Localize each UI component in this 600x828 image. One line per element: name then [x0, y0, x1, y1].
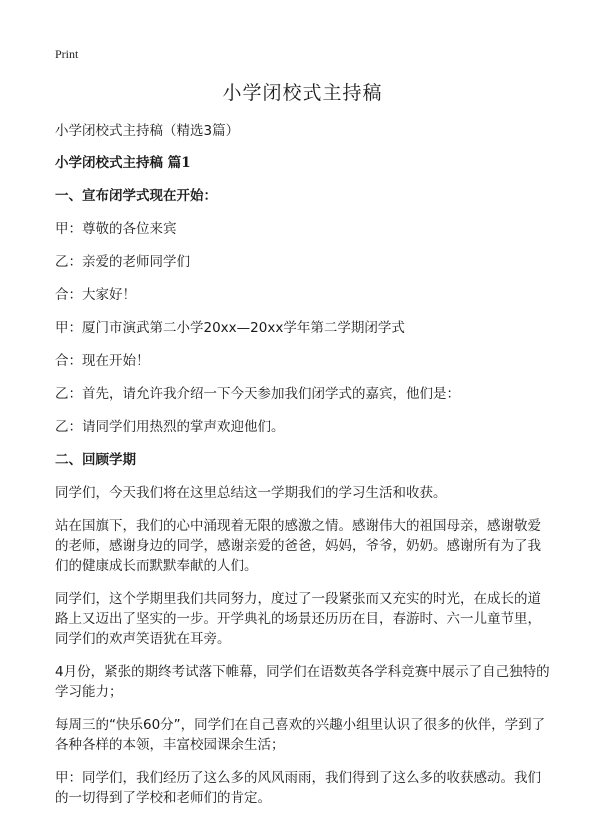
paragraph: 4月份，紧张的期终考试落下帷幕，同学们在语数英各学科竞赛中展示了自己独特的学习能力； [55, 664, 550, 700]
content-blocks [55, 186, 550, 808]
paragraph: 乙：亲爱的老师同学们 [55, 254, 190, 270]
print-link[interactable]: Print [55, 47, 79, 61]
section-heading: 一、宣布闭学式现在开始： [55, 188, 217, 204]
paragraph: 甲：同学们，我们经历了这么多的风风雨雨，我们得到了这么多的收获感动。我们的一切得到了学校和老师们的肯定。 [55, 770, 541, 806]
document-subtitle: 小学闭校式主持稿（精选3篇） [55, 123, 240, 139]
paragraph: 同学们，今天我们将在这里总结这一学期我们的学习生活和收获。 [55, 485, 447, 501]
paragraph: 站在国旗下，我们的心中涌现着无限的感激之情。感谢伟大的祖国母亲，感谢敬爱的老师，感谢身边的同学，感谢亲爱的爸爸，妈妈，爷爷，奶奶。感谢所有为了我们的健康成长而默默奉献的人们。 [55, 518, 541, 574]
paragraph: 甲：厦门市演武第二小学20xx—20xx学年第二学期闭学式 [55, 320, 405, 336]
paragraph: 合：现在开始！ [55, 353, 150, 369]
section-title: 小学闭校式主持稿 篇1 [55, 155, 191, 171]
document-body [55, 78, 550, 821]
paragraph: 乙：首先，请允许我介绍一下今天参加我们闭学式的嘉宾，他们是： [55, 386, 460, 402]
paragraph: 同学们，这个学期里我们共同努力，度过了一段紧张而又充实的时光，在成长的道路上又迈出了坚实的一步。开学典礼的场景还历历在目，春游时、六一儿童节里，同学们的欢声笑语犹在耳旁。 [55, 591, 541, 647]
paragraph: 合：大家好！ [55, 287, 136, 303]
paragraph: 甲：尊敬的各位来宾 [55, 221, 177, 237]
paragraph: 乙：请同学们用热烈的掌声欢迎他们。 [55, 419, 285, 435]
paragraph: 每周三的“快乐60分”，同学们在自己喜欢的兴趣小组里认识了很多的伙伴，学到了各种各样的本领，丰富校园课余生活； [55, 717, 546, 753]
section-heading: 二、回顾学期 [55, 452, 136, 468]
document-title: 小学闭校式主持稿 [222, 82, 383, 104]
